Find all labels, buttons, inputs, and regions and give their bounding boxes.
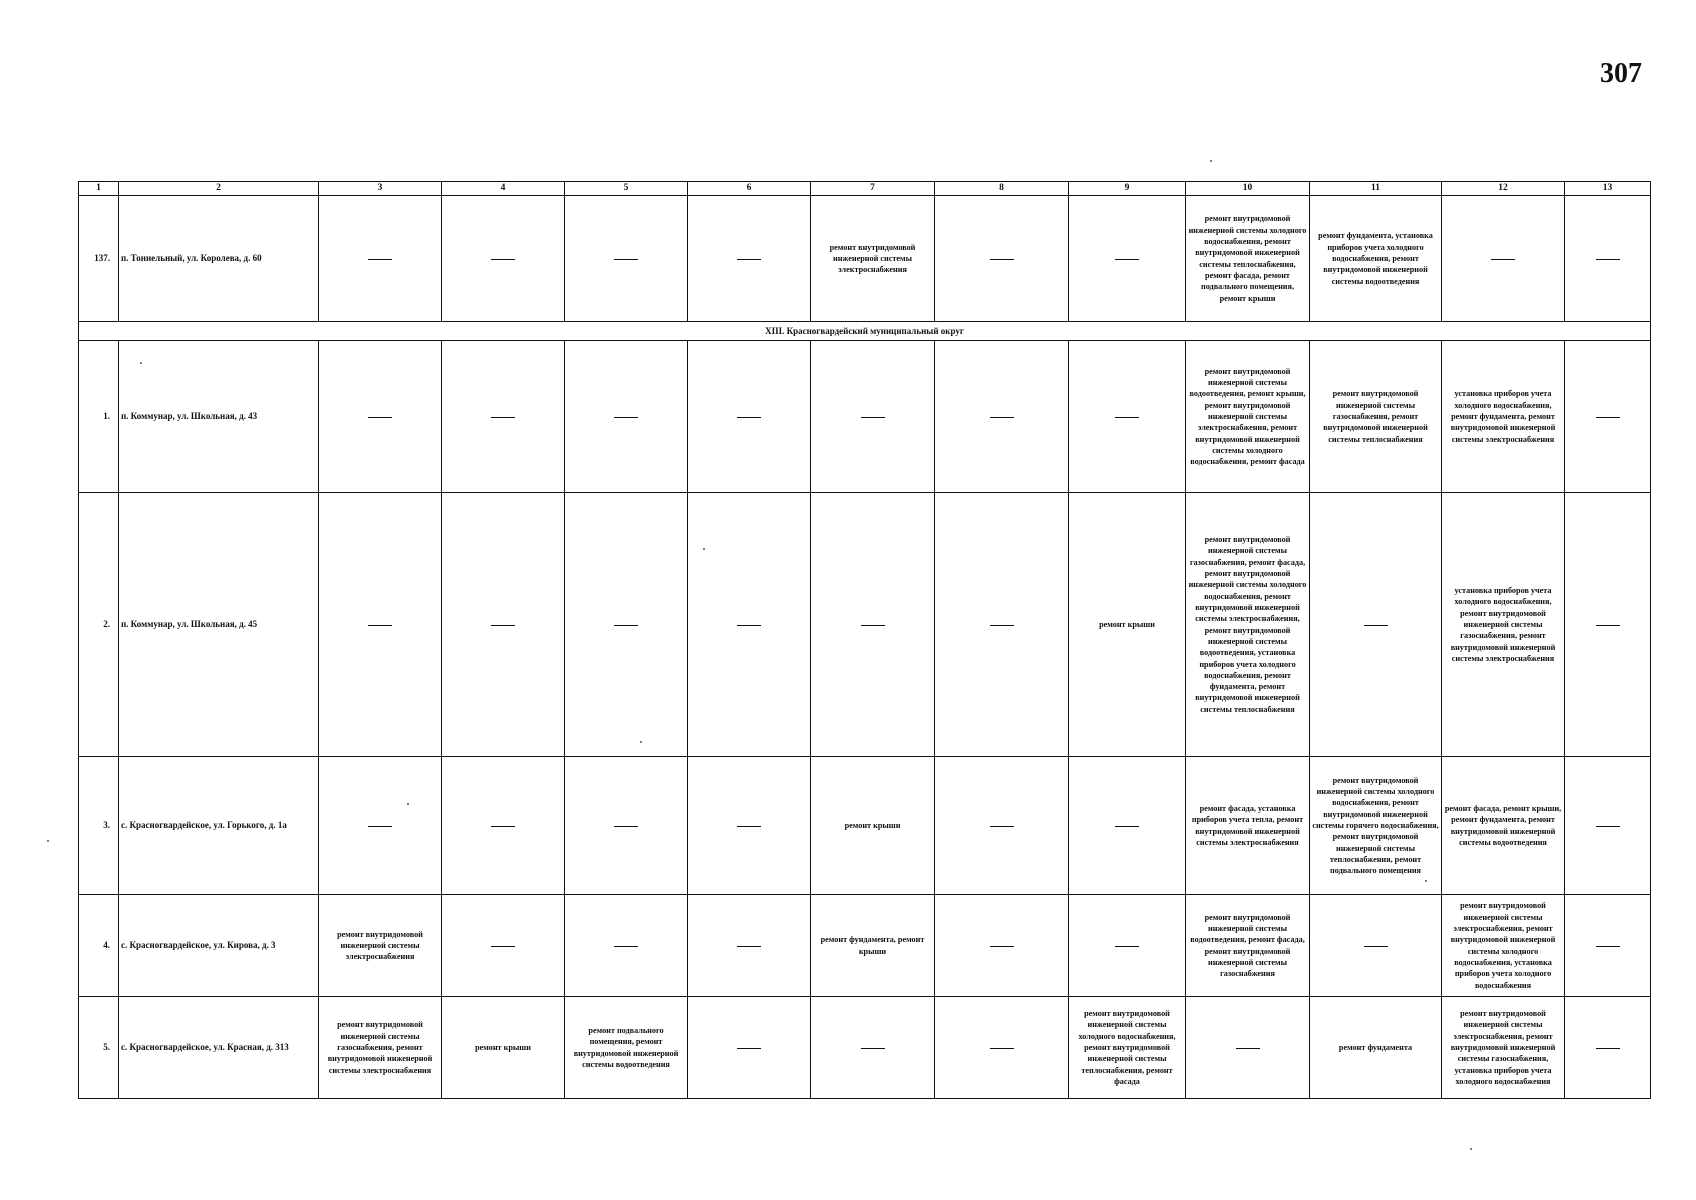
work-description-cell: ремонт внутридомовой инженерной системы холодного водоснабжения, ремонт внутридомовой инженерной системы теплоснабжения, ремонт фасада [1069, 997, 1186, 1099]
empty-cell-dash [442, 757, 565, 895]
dash-mark [491, 259, 515, 260]
dash-mark [1596, 259, 1620, 260]
empty-cell-dash [565, 341, 688, 493]
dash-mark [491, 826, 515, 827]
empty-cell-dash [1565, 997, 1651, 1099]
work-description-cell: ремонт фундамента [1310, 997, 1442, 1099]
table-row [79, 196, 1651, 322]
column-number: 5 [565, 182, 688, 196]
row-number: 4. [79, 895, 119, 997]
column-number: 13 [1565, 182, 1651, 196]
table-row [79, 757, 1651, 895]
empty-cell-dash [1565, 196, 1651, 322]
page-number: 307 [1600, 58, 1642, 89]
empty-cell-dash [1310, 493, 1442, 757]
empty-cell-dash [935, 895, 1069, 997]
column-number: 11 [1310, 182, 1442, 196]
column-number: 10 [1186, 182, 1310, 196]
work-description-cell: ремонт фундамента, ремонт крыши [811, 895, 935, 997]
address-cell: с. Красногвардейское, ул. Красная, д. 313 [119, 997, 319, 1099]
dash-mark [1115, 259, 1139, 260]
empty-cell-dash [811, 341, 935, 493]
work-description-cell: установка приборов учета холодного водоснабжения, ремонт фундамента, ремонт внутридомовой инженерной системы электроснабжения [1442, 341, 1565, 493]
column-number: 12 [1442, 182, 1565, 196]
dash-mark [737, 946, 761, 947]
dash-mark [990, 826, 1014, 827]
empty-cell-dash [811, 493, 935, 757]
work-description-cell: ремонт внутридомовой инженерной системы холодного водоснабжения, ремонт внутридомовой инженерной системы теплоснабжения, ремонт фасада, ремонт подвального помещения, ремонт крыши [1186, 196, 1310, 322]
address-cell: п. Коммунар, ул. Школьная, д. 43 [119, 341, 319, 493]
work-description-cell: ремонт крыши [811, 757, 935, 895]
dash-mark [861, 417, 885, 418]
dash-mark [737, 625, 761, 626]
dash-mark [491, 946, 515, 947]
work-description-cell: ремонт внутридомовой инженерной системы газоснабжения, ремонт внутридомовой инженерной системы теплоснабжения [1310, 341, 1442, 493]
address-cell: с. Красногвардейское, ул. Кирова, д. 3 [119, 895, 319, 997]
column-number: 9 [1069, 182, 1186, 196]
empty-cell-dash [935, 997, 1069, 1099]
work-description-cell: ремонт внутридомовой инженерной системы электроснабжения [811, 196, 935, 322]
row-number: 137. [79, 196, 119, 322]
address-cell: п. Коммунар, ул. Школьная, д. 45 [119, 493, 319, 757]
work-description-cell: ремонт крыши [1069, 493, 1186, 757]
empty-cell-dash [1565, 341, 1651, 493]
empty-cell-dash [1565, 757, 1651, 895]
empty-cell-dash [1186, 997, 1310, 1099]
column-number: 1 [79, 182, 119, 196]
empty-cell-dash [565, 196, 688, 322]
empty-cell-dash [442, 493, 565, 757]
dash-mark [737, 259, 761, 260]
empty-cell-dash [688, 895, 811, 997]
row-number: 1. [79, 341, 119, 493]
empty-cell-dash [688, 196, 811, 322]
empty-cell-dash [1565, 895, 1651, 997]
empty-cell-dash [688, 757, 811, 895]
column-number: 6 [688, 182, 811, 196]
dash-mark [614, 417, 638, 418]
empty-cell-dash [1069, 341, 1186, 493]
empty-cell-dash [319, 196, 442, 322]
dash-mark [1364, 625, 1388, 626]
dash-mark [990, 259, 1014, 260]
column-number: 3 [319, 182, 442, 196]
dash-mark [614, 826, 638, 827]
dash-mark [368, 417, 392, 418]
dash-mark [737, 826, 761, 827]
dash-mark [990, 946, 1014, 947]
dash-mark [1115, 946, 1139, 947]
empty-cell-dash [565, 493, 688, 757]
empty-cell-dash [1069, 196, 1186, 322]
work-description-cell: ремонт фасада, ремонт крыши, ремонт фундамента, ремонт внутридомовой инженерной системы водоотведения [1442, 757, 1565, 895]
dash-mark [614, 259, 638, 260]
row-number: 2. [79, 493, 119, 757]
dash-mark [614, 625, 638, 626]
work-description-cell: ремонт фундамента, установка приборов учета холодного водоснабжения, ремонт внутридомовой инженерной системы водоотведения [1310, 196, 1442, 322]
dash-mark [861, 625, 885, 626]
empty-cell-dash [688, 341, 811, 493]
dash-mark [614, 946, 638, 947]
empty-cell-dash [442, 341, 565, 493]
dash-mark [1596, 417, 1620, 418]
table-row [79, 341, 1651, 493]
empty-cell-dash [1069, 895, 1186, 997]
empty-cell-dash [935, 341, 1069, 493]
table-row [79, 493, 1651, 757]
column-number: 4 [442, 182, 565, 196]
table-row [79, 895, 1651, 997]
empty-cell-dash [319, 757, 442, 895]
dash-mark [368, 259, 392, 260]
address-cell: п. Тоннельный, ул. Королева, д. 60 [119, 196, 319, 322]
dash-mark [1236, 1048, 1260, 1049]
dash-mark [1364, 946, 1388, 947]
dash-mark [1491, 259, 1515, 260]
dash-mark [491, 625, 515, 626]
dash-mark [1596, 1048, 1620, 1049]
column-number-row [79, 182, 1651, 196]
empty-cell-dash [319, 493, 442, 757]
repair-schedule-table [78, 181, 1651, 1099]
empty-cell-dash [1069, 757, 1186, 895]
work-description-cell: ремонт внутридомовой инженерной системы холодного водоснабжения, ремонт внутридомовой инженерной системы горячего водоснабжения, ремонт внутридомовой инженерной системы теплоснабжения, ремонт подвального помещения [1310, 757, 1442, 895]
dash-mark [861, 1048, 885, 1049]
dash-mark [737, 417, 761, 418]
work-description-cell: ремонт внутридомовой инженерной системы водоотведения, ремонт крыши, ремонт внутридомовой инженерной системы электроснабжения, ремонт внутридомовой инженерной системы холодного водоснабжения, ремонт фасада [1186, 341, 1310, 493]
empty-cell-dash [811, 997, 935, 1099]
empty-cell-dash [565, 895, 688, 997]
dash-mark [368, 625, 392, 626]
dash-mark [368, 826, 392, 827]
address-cell: с. Красногвардейское, ул. Горького, д. 1а [119, 757, 319, 895]
empty-cell-dash [319, 341, 442, 493]
dash-mark [737, 1048, 761, 1049]
empty-cell-dash [935, 493, 1069, 757]
dash-mark [491, 417, 515, 418]
table-row [79, 997, 1651, 1099]
dash-mark [990, 625, 1014, 626]
empty-cell-dash [688, 493, 811, 757]
empty-cell-dash [442, 895, 565, 997]
empty-cell-dash [442, 196, 565, 322]
work-description-cell: ремонт внутридомовой инженерной системы водоотведения, ремонт фасада, ремонт внутридомовой инженерной системы газоснабжения [1186, 895, 1310, 997]
dash-mark [1115, 826, 1139, 827]
column-number: 2 [119, 182, 319, 196]
work-description-cell: ремонт внутридомовой инженерной системы газоснабжения, ремонт внутридомовой инженерной системы электроснабжения [319, 997, 442, 1099]
dash-mark [1596, 946, 1620, 947]
dash-mark [1115, 417, 1139, 418]
empty-cell-dash [565, 757, 688, 895]
work-description-cell: установка приборов учета холодного водоснабжения, ремонт внутридомовой инженерной системы газоснабжения, ремонт внутридомовой инженерной системы электроснабжения [1442, 493, 1565, 757]
empty-cell-dash [1565, 493, 1651, 757]
dash-mark [1596, 625, 1620, 626]
dash-mark [1596, 826, 1620, 827]
empty-cell-dash [1310, 895, 1442, 997]
empty-cell-dash [935, 196, 1069, 322]
table-body [79, 182, 1651, 1099]
work-description-cell: ремонт внутридомовой инженерной системы газоснабжения, ремонт фасада, ремонт внутридомовой инженерной системы холодного водоснабжения, ремонт внутридомовой инженерной системы электроснабжения, ремонт внутридомовой инженерной системы водоотведения, установка приборов учета холодного водоснабжения, ремонт фундамента, ремонт внутридомовой инженерной системы теплоснабжения [1186, 493, 1310, 757]
row-number: 3. [79, 757, 119, 895]
work-description-cell: ремонт внутридомовой инженерной системы электроснабжения, ремонт внутридомовой инженерной системы холодного водоснабжения, установка приборов учета холодного водоснабжения [1442, 895, 1565, 997]
section-title: XIII. Красногвардейский муниципальный округ [79, 322, 1651, 341]
section-row [79, 322, 1651, 341]
work-description-cell: ремонт внутридомовой инженерной системы электроснабжения [319, 895, 442, 997]
empty-cell-dash [688, 997, 811, 1099]
work-description-cell: ремонт крыши [442, 997, 565, 1099]
row-number: 5. [79, 997, 119, 1099]
column-number: 7 [811, 182, 935, 196]
work-description-cell: ремонт подвального помещения, ремонт внутридомовой инженерной системы водоотведения [565, 997, 688, 1099]
column-number: 8 [935, 182, 1069, 196]
dash-mark [990, 417, 1014, 418]
work-description-cell: ремонт внутридомовой инженерной системы электроснабжения, ремонт внутридомовой инженерной системы газоснабжения, установка приборов учета холодного водоснабжения [1442, 997, 1565, 1099]
dash-mark [990, 1048, 1014, 1049]
work-description-cell: ремонт фасада, установка приборов учета тепла, ремонт внутридомовой инженерной системы электроснабжения [1186, 757, 1310, 895]
empty-cell-dash [1442, 196, 1565, 322]
empty-cell-dash [935, 757, 1069, 895]
